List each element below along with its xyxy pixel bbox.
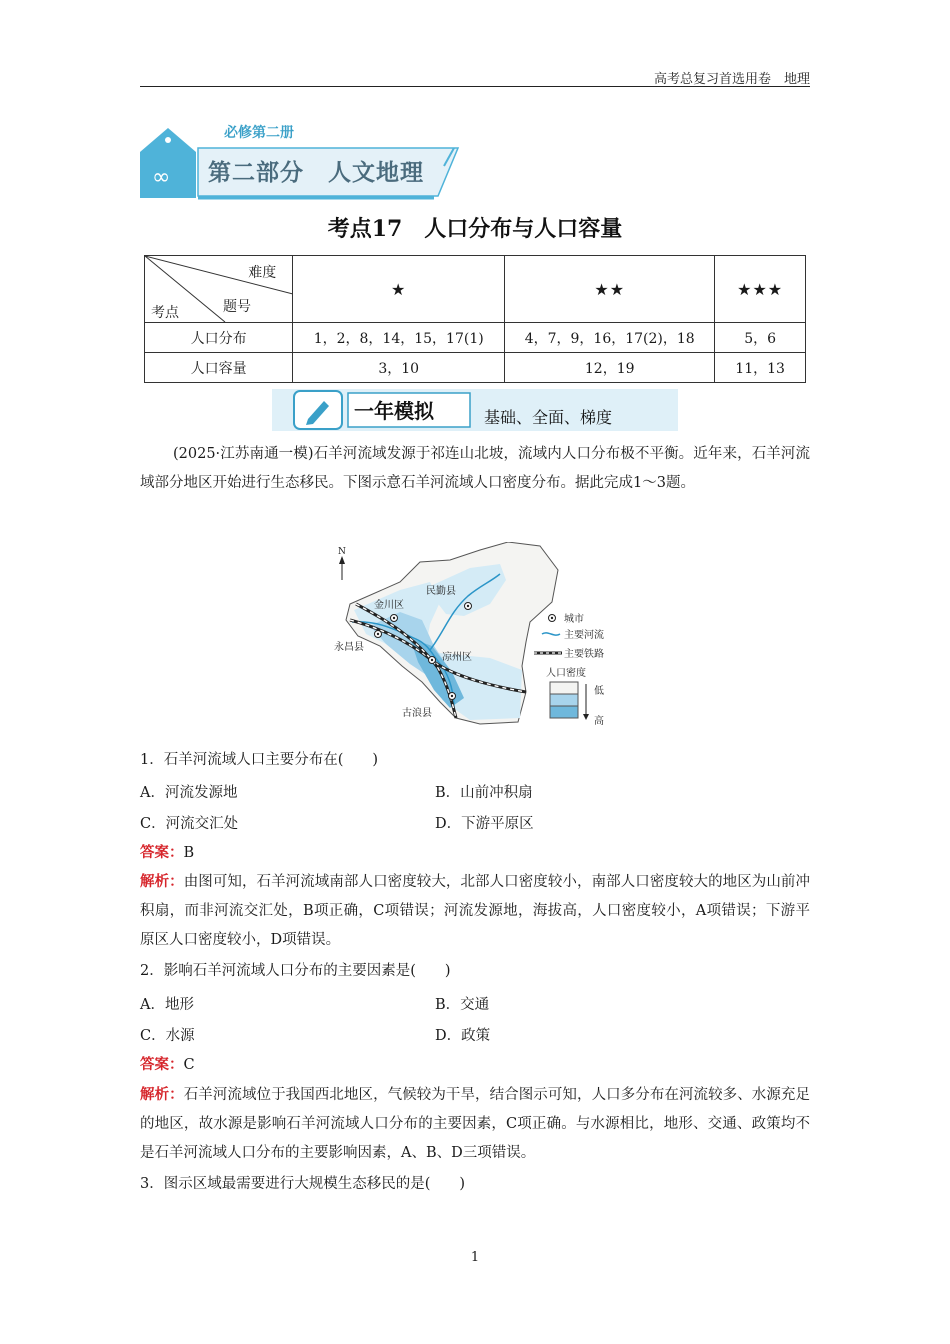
q2-option-d: D．政策: [435, 1028, 491, 1044]
part-banner: [138, 118, 468, 208]
label-yongchang: 永昌县: [334, 642, 364, 653]
q2-option-c: C．水源: [140, 1028, 195, 1044]
header-one-star: ★: [293, 256, 505, 323]
analysis-label: 解析：: [140, 1086, 184, 1103]
q1-option-c: C．河流交汇处: [140, 816, 239, 832]
section-title: 一年模拟: [354, 399, 434, 423]
question-3-stem: 3．图示区域最需要进行大规模生态移民的是( ): [140, 1176, 466, 1192]
table-row: [145, 353, 806, 383]
answer-label: 答案：: [140, 1056, 184, 1073]
label-liangzhou: 凉州区: [442, 652, 472, 663]
svg-text:∞: ∞: [152, 165, 171, 190]
q2-answer: [140, 1050, 810, 1080]
legend-river: 主要河流: [564, 630, 604, 641]
table-cell: 3，10: [293, 353, 505, 383]
label-jinchuan: 金川区: [374, 600, 404, 611]
legend-density: 人口密度: [546, 668, 586, 679]
question-1-stem: 1．石羊河流域人口主要分布在( ): [140, 752, 379, 768]
q2-option-a: A．地形: [140, 997, 194, 1013]
header-rule: [140, 86, 810, 87]
table-header-row: [145, 256, 806, 323]
answer-value: B: [183, 845, 195, 861]
table-cell: 5，6: [715, 323, 806, 353]
page-title: 考点17 人口分布与人口容量: [327, 216, 623, 242]
row-label: 人口分布: [145, 323, 293, 353]
table-corner-cell: [145, 256, 293, 323]
legend-high: 高: [594, 716, 604, 727]
q1-option-a: A．河流发源地: [140, 785, 238, 801]
q2-analysis: [140, 1080, 810, 1168]
legend-rail: 主要铁路: [564, 649, 604, 660]
header-two-star: ★★: [505, 256, 715, 323]
analysis-text: 石羊河流域位于我国西北地区，气候较为干旱，结合图示可知，人口多分布在河流较多、水源充足的地区，故水源是影响石羊河流域人口分布的主要因素，C项正确。与水源相比，地形、交通、政策均不是石羊河流域人口分布的主要影响因素，A、B、D三项错误。: [140, 1087, 810, 1161]
analysis-text: 由图可知，石羊河流域南部人口密度较大，北部人口密度较小，南部人口密度较大的地区为山前冲积扇，而非河流交汇处，B项正确，C项错误；河流发源地，海拔高，人口密度较小，A项错误；下游平原区人口密度较小，D项错误。: [140, 874, 810, 948]
legend-city: 城市: [564, 614, 584, 625]
q1-answer: [140, 838, 810, 868]
label-minqin: 民勤县: [426, 586, 456, 597]
table-cell: 4，7，9，16，17(2)，18: [505, 323, 715, 353]
q1-analysis: [140, 867, 810, 955]
table-row: [145, 323, 806, 353]
table-cell: 12，19: [505, 353, 715, 383]
map-graphic: [330, 542, 630, 728]
q2-option-b: B．交通: [435, 997, 490, 1013]
q1-option-d: D．下游平原区: [435, 816, 534, 832]
row-label: 人口容量: [145, 353, 293, 383]
analysis-label: 解析：: [140, 873, 184, 890]
answer-value: C: [183, 1057, 195, 1073]
corner-label-question: 题号: [223, 299, 251, 315]
table-cell: 11，13: [715, 353, 806, 383]
section-banner-graphic: [272, 389, 678, 431]
intro-paragraph: (2025·江苏南通一模)石羊河流域发源于祁连山北坡，流域内人口分布极不平衡。近年来，石羊河流域部分地区开始进行生态移民。下图示意石羊河流域人口密度分布。据此完成1～3题。: [140, 446, 810, 491]
north-label: N: [338, 547, 346, 557]
corner-label-topic: 考点: [151, 305, 179, 321]
answer-label: 答案：: [140, 844, 184, 861]
question-2-stem: 2．影响石羊河流域人口分布的主要因素是( ): [140, 963, 451, 979]
banner-title: 第二部分 人文地理: [208, 160, 424, 186]
running-header: 高考总复习首选用卷 地理: [653, 72, 810, 87]
difficulty-table: [144, 255, 806, 383]
legend-low: 低: [594, 686, 604, 697]
banner-subtitle: 必修第二册: [224, 125, 294, 141]
corner-label-difficulty: 难度: [248, 265, 277, 281]
population-density-map: [330, 542, 630, 728]
header-three-star: ★★★: [715, 256, 806, 323]
page-number: 1: [470, 1250, 480, 1265]
table-cell: 1，2，8，14，15，17(1): [293, 323, 505, 353]
q1-option-b: B．山前冲积扇: [435, 785, 533, 801]
section-subtitle: 基础、全面、梯度: [484, 408, 613, 427]
label-gulang: 古浪县: [402, 708, 432, 719]
section-banner: [272, 389, 678, 431]
